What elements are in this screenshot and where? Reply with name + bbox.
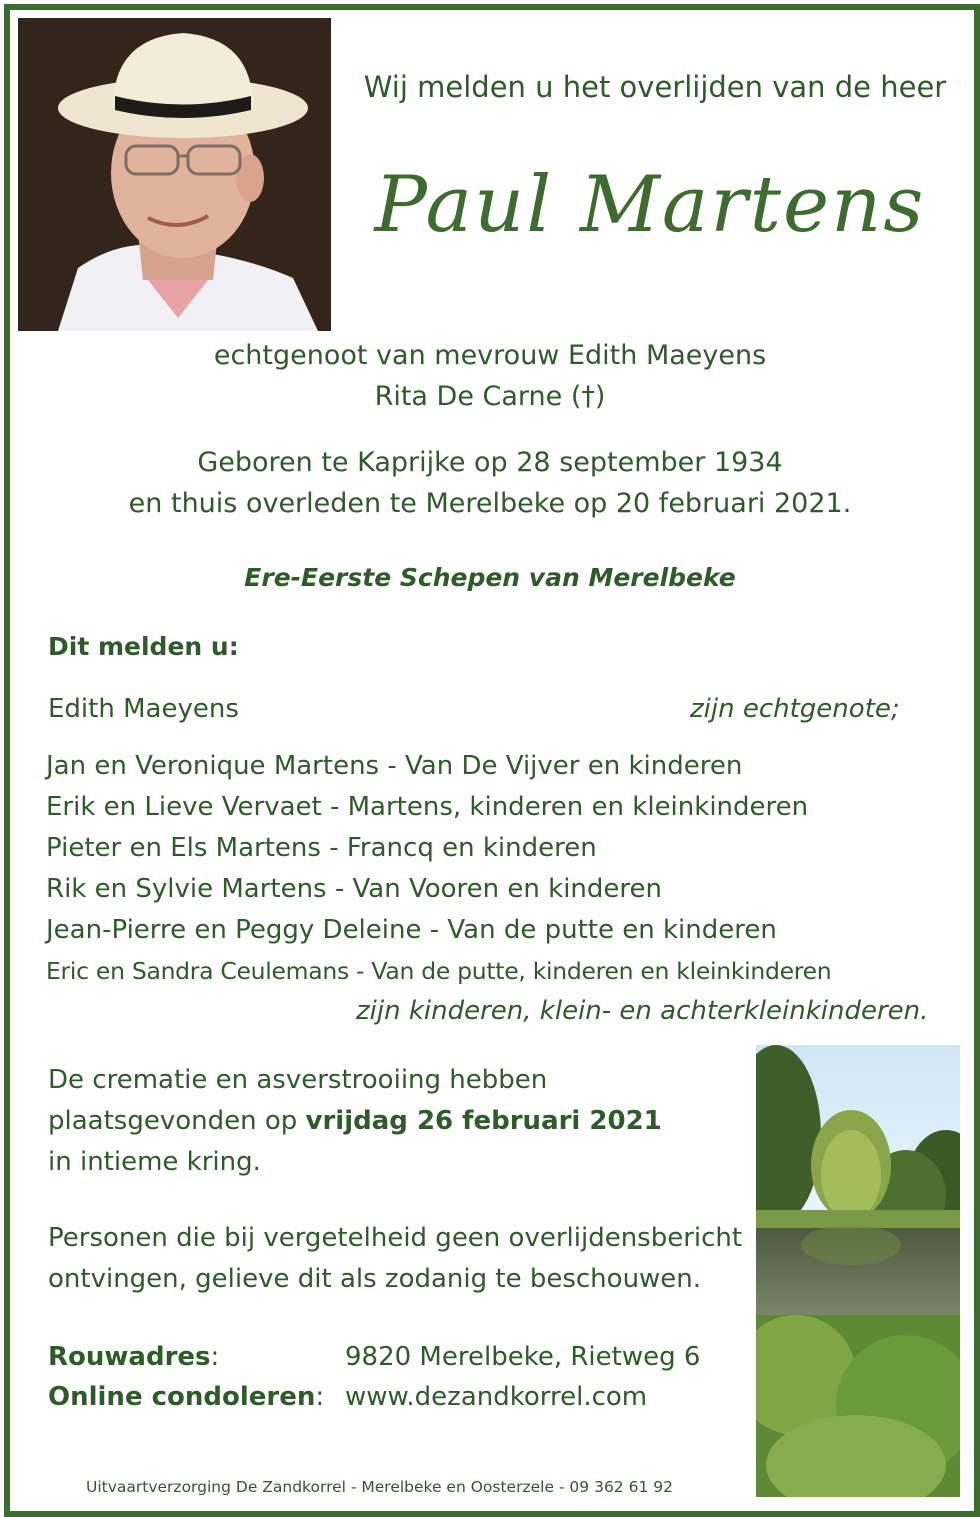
notice-line-2: ontvingen, gelieve dit als zodanig te beschouwen. bbox=[48, 1264, 702, 1294]
cremation-date: vrijdag 26 februari 2021 bbox=[305, 1106, 662, 1136]
condolence-label-text: Online condoleren bbox=[48, 1382, 316, 1412]
cremation-text bbox=[48, 1060, 662, 1183]
intro-text: Wij melden u het overlijden van de heer bbox=[363, 70, 947, 104]
address-label bbox=[48, 1342, 219, 1372]
cremation-line-1: De crematie en asverstrooiing hebben bbox=[48, 1065, 548, 1095]
family-role: zijn kinderen, klein- en achterkleinkinderen. bbox=[356, 996, 929, 1026]
cremation-line-2 bbox=[48, 1101, 662, 1142]
announcers-heading: Dit melden u: bbox=[48, 632, 239, 661]
spouse-role: zijn echtgenote; bbox=[690, 694, 900, 724]
cremation-line-3: in intieme kring. bbox=[48, 1147, 261, 1177]
notice-text bbox=[48, 1218, 742, 1300]
deceased-name: Paul Martens bbox=[374, 160, 926, 250]
condolence-link[interactable]: www.dezandkorrel.com bbox=[345, 1382, 648, 1412]
list-item: Rik en Sylvie Martens - Van Vooren en kinderen bbox=[46, 874, 662, 904]
death-line: en thuis overleden te Merelbeke op 20 februari 2021. bbox=[128, 488, 852, 519]
list-item: Jean-Pierre en Peggy Deleine - Van de putte en kinderen bbox=[46, 915, 777, 945]
address-value: 9820 Merelbeke, Rietweg 6 bbox=[345, 1342, 701, 1372]
portrait-photo bbox=[18, 18, 331, 331]
landscape-photo bbox=[756, 1045, 960, 1497]
list-item: Eric en Sandra Ceulemans - Van de putte, kinderen en kleinkinderen bbox=[46, 957, 832, 985]
notice-line-1: Personen die bij vergetelheid geen overlijdensbericht bbox=[48, 1223, 743, 1253]
cremation-line-2-prefix: plaatsgevonden op bbox=[48, 1106, 306, 1136]
address-label-text: Rouwadres bbox=[48, 1342, 211, 1372]
condolence-label bbox=[48, 1382, 324, 1412]
condolence-colon: : bbox=[315, 1382, 325, 1412]
list-item: Erik en Lieve Vervaet - Martens, kinderen en kleinkinderen bbox=[46, 792, 809, 822]
family-list bbox=[46, 746, 831, 992]
honorary-title: Ere-Eerste Schepen van Merelbeke bbox=[244, 563, 736, 592]
spouse-line-1: echtgenoot van mevrouw Edith Maeyens bbox=[213, 340, 767, 371]
birth-line: Geboren te Kaprijke op 28 september 1934 bbox=[197, 447, 783, 478]
list-item: Pieter en Els Martens - Francq en kinderen bbox=[46, 833, 597, 863]
footer-text: Uitvaartverzorging De Zandkorrel - Merelbeke en Oosterzele - 09 362 61 92 bbox=[86, 1478, 673, 1496]
spouse-name: Edith Maeyens bbox=[48, 694, 239, 724]
list-item: Jan en Veronique Martens - Van De Vijver en kinderen bbox=[46, 751, 743, 781]
address-colon: : bbox=[210, 1342, 220, 1372]
spouse-line-2: Rita De Carne (†) bbox=[374, 381, 606, 412]
